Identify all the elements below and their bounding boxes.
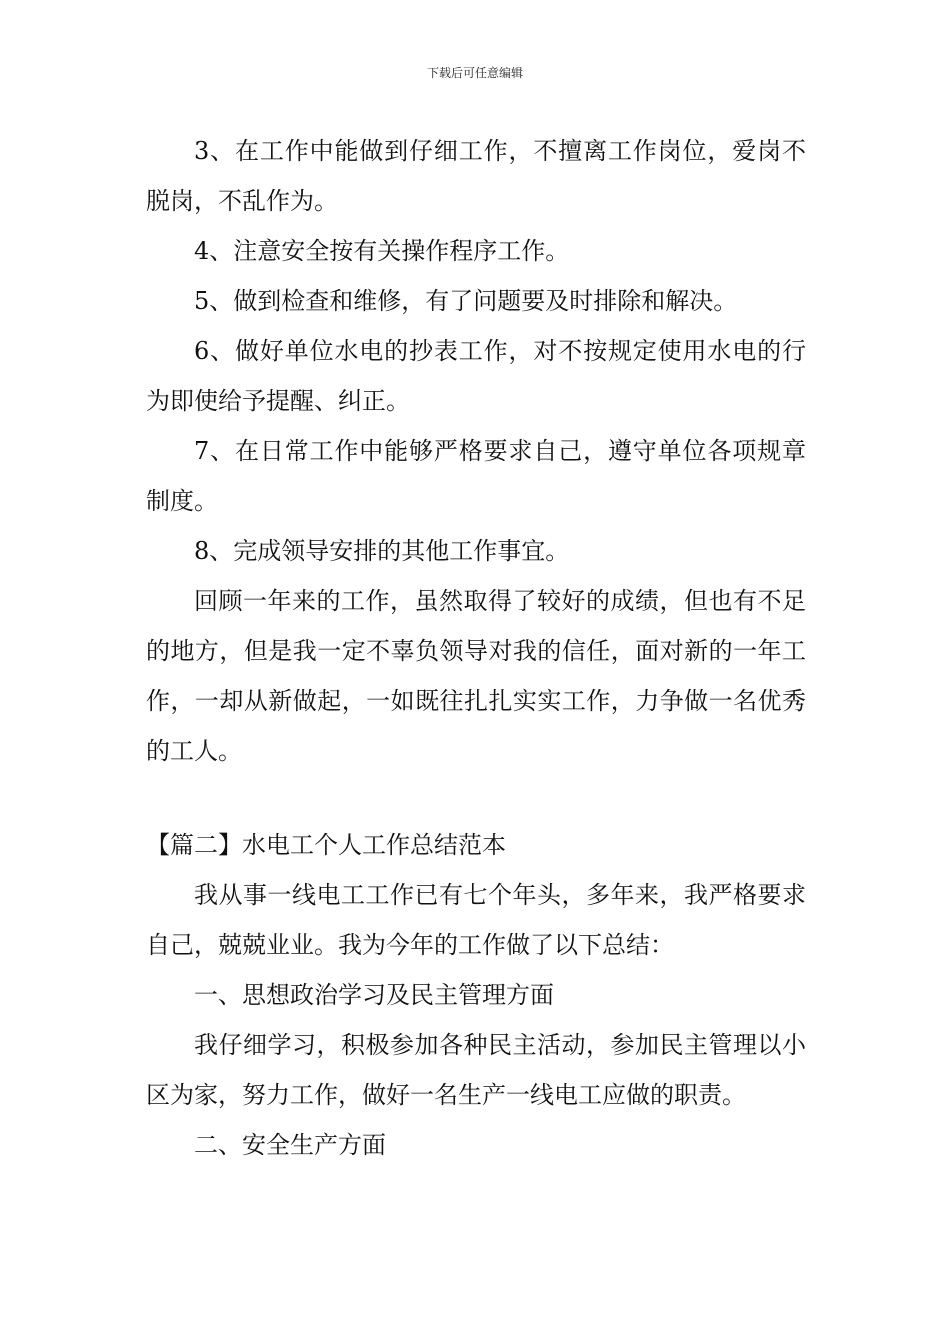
section-title: 【篇二】水电工个人工作总结范本 — [146, 831, 506, 859]
subheading-political-study: 一、思想政治学习及民主管理方面 — [194, 981, 554, 1009]
paragraph-item-3: 3、在工作中能做到仔细工作，不擅离工作岗位，爱岗不脱岗，不乱作为。 — [146, 137, 806, 215]
paragraph-item-4: 4、注意安全按有关操作程序工作。 — [194, 237, 570, 265]
paragraph-review: 回顾一年来的工作，虽然取得了较好的成绩，但也有不足的地方，但是我一定不辜负领导对我的信任，面对新的一年工作，一却从新做起，一如既往扎扎实实工作，力争做一名优秀的工人。 — [146, 587, 806, 765]
document-body — [146, 126, 806, 1170]
paragraph-item-5: 5、做到检查和维修，有了问题要及时排除和解决。 — [194, 287, 738, 315]
page-header: 下载后可任意编辑 — [426, 66, 523, 80]
paragraph-item-8: 8、完成领导安排的其他工作事宜。 — [194, 537, 570, 565]
paragraph-item-6: 6、做好单位水电的抄表工作，对不按规定使用水电的行为即使给予提醒、纠正。 — [146, 337, 806, 415]
paragraph-item-7: 7、在日常工作中能够严格要求自己，遵守单位各项规章制度。 — [146, 437, 806, 515]
section-gap — [146, 776, 806, 820]
paragraph-intro: 我从事一线电工工作已有七个年头，多年来，我严格要求自己，兢兢业业。我为今年的工作做了以下总结： — [146, 881, 806, 959]
paragraph-political-study: 我仔细学习，积极参加各种民主活动，参加民主管理以小区为家，努力工作，做好一名生产一线电工应做的职责。 — [146, 1031, 806, 1109]
subheading-safety-production: 二、安全生产方面 — [194, 1131, 386, 1159]
